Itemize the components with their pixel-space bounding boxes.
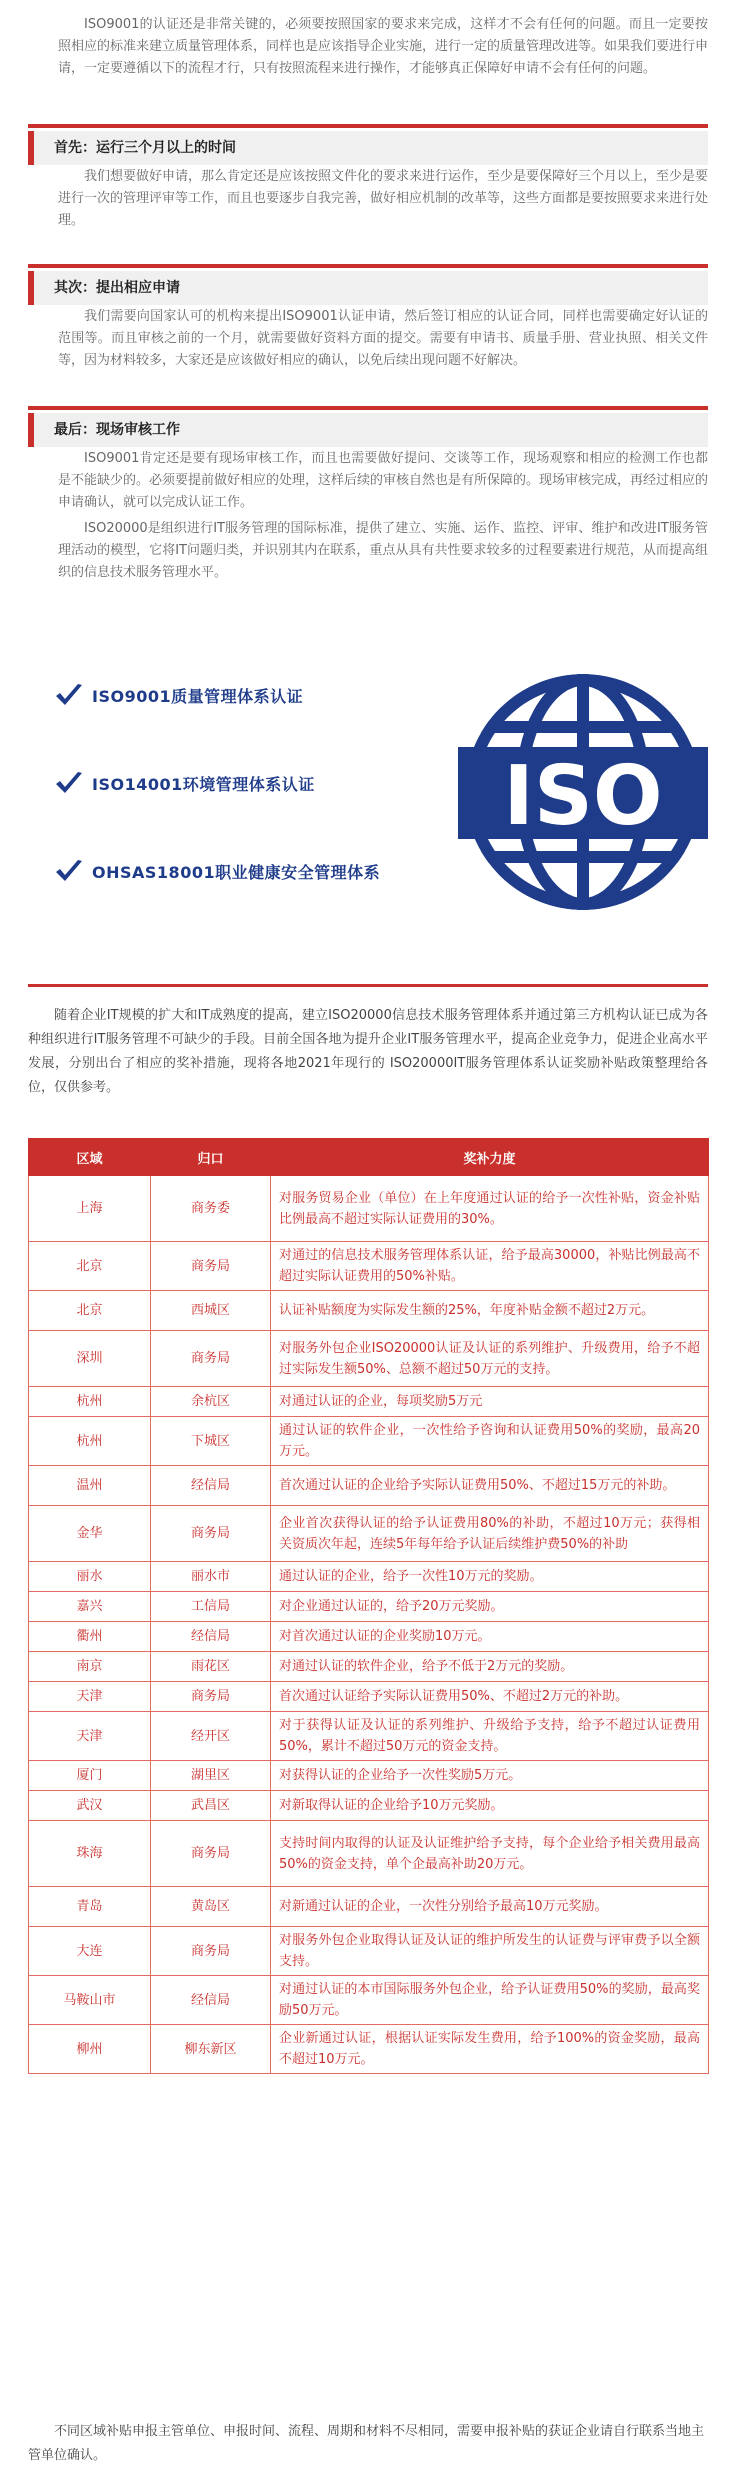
section-marker	[28, 413, 34, 447]
section-heading: 首先：运行三个月以上的时间	[54, 140, 236, 156]
cell-region: 杭州	[29, 1417, 151, 1466]
iso-logo-text: ISO	[503, 749, 663, 844]
table-row	[29, 1506, 709, 1562]
cell-subsidy: 通过认证的软件企业，一次性给予咨询和认证费用50%的奖励，最高20万元。	[271, 1417, 709, 1466]
cell-subsidy: 企业新通过认证，根据认证实际发生费用，给予100%的资金奖励，最高不超过10万元。	[271, 2025, 709, 2074]
cell-authority: 商务委	[151, 1176, 271, 1242]
section-header-1	[28, 131, 708, 165]
cell-authority: 湖里区	[151, 1761, 271, 1791]
subsidy-table	[28, 1138, 709, 2074]
column-header-authority: 归口	[151, 1139, 271, 1176]
table-row	[29, 1761, 709, 1791]
cell-region: 衢州	[29, 1622, 151, 1652]
iso-item	[54, 675, 303, 715]
section-body-3: ISO9001肯定还是要有现场审核工作，而且也需要做好提问、交谈等工作，现场观察和相应的检测工作也都是不能缺少的。必须要提前做好相应的处理，这样后续的审核自然也是有所保障的。现场审核完成，再经过相应的申请确认，就可以完成认证工作。	[58, 451, 709, 510]
cell-subsidy: 对于获得认证及认证的系列维护、升级给予支持，给予不超过认证费用50%，累计不超过50万元的资金支持。	[271, 1712, 709, 1761]
iso-item-label: ISO9001质量管理体系认证	[92, 686, 304, 706]
table-row	[29, 1682, 709, 1712]
table-row	[29, 2025, 709, 2074]
table-row	[29, 1821, 709, 1887]
cell-subsidy: 对获得认证的企业给予一次性奖励5万元。	[271, 1761, 709, 1791]
table-row	[29, 1242, 709, 1291]
section-body-1: 我们想要做好申请，那么肯定还是应该按照文件化的要求来进行运作，至少是要保障好三个月以上，至少是要进行一次的管理评审等工作，而且也要逐步自我完善，做好相应机制的改革等，这些方面都是要按照要求来进行处理。	[58, 169, 709, 228]
cell-subsidy: 支持时间内取得的认证及认证维护给予支持，每个企业给予相关费用最高50%的资金支持，单个企最高补助20万元。	[271, 1821, 709, 1887]
section-body-2: 我们需要向国家认可的机构来提出ISO9001认证申请，然后签订相应的认证合同，同样也需要确定好认证的范围等。而且审核之前的一个月，就需要做好资料方面的提交。需要有申请书、质量手册、营业执照、相关文件等，因为材料较多，大家还是应该做好相应的确认，以免后续出现问题不好解决。	[58, 309, 708, 368]
section-marker	[28, 271, 34, 305]
section-divider	[28, 984, 708, 987]
section-divider	[28, 264, 708, 268]
cell-authority: 丽水市	[151, 1562, 271, 1592]
cell-authority: 商务局	[151, 1242, 271, 1291]
cell-region: 深圳	[29, 1331, 151, 1387]
cell-subsidy: 企业首次获得认证的给予认证费用80%的补助，不超过10万元；获得相关资质次年起，连续5年每年给予认证后续维护费50%的补助	[271, 1506, 709, 1562]
cell-region: 杭州	[29, 1387, 151, 1417]
cell-subsidy: 首次通过认证给予实际认证费用50%、不超过2万元的补助。	[271, 1682, 709, 1712]
cell-authority: 余杭区	[151, 1387, 271, 1417]
iso-item-label: ISO14001环境管理体系认证	[92, 774, 315, 794]
cell-region: 马鞍山市	[29, 1976, 151, 2025]
table-row	[29, 1887, 709, 1927]
iso20000-paragraph: ISO20000是组织进行IT服务管理的国际标准，提供了建立、实施、运作、监控、评审、维护和改进IT服务管理活动的模型，它将IT问题归类，并识别其内在联系，重点从具有共性要求较多的过程要素进行规范，从而提高组织的信息技术服务管理水平。	[58, 521, 708, 580]
cell-authority: 经信局	[151, 1622, 271, 1652]
section-heading: 最后：现场审核工作	[54, 422, 180, 438]
cell-authority: 雨花区	[151, 1652, 271, 1682]
cell-authority: 武昌区	[151, 1791, 271, 1821]
cell-subsidy: 对服务贸易企业（单位）在上年度通过认证的给予一次性补贴，资金补贴比例最高不超过实际认证费用的30%。	[271, 1176, 709, 1242]
cell-subsidy: 对首次通过认证的企业奖励10万元。	[271, 1622, 709, 1652]
column-header-region: 区域	[29, 1139, 151, 1176]
table-row	[29, 1622, 709, 1652]
checkmark-icon	[54, 858, 84, 884]
section-divider	[28, 406, 708, 410]
cell-region: 嘉兴	[29, 1592, 151, 1622]
table-row	[29, 1652, 709, 1682]
cell-authority: 柳东新区	[151, 2025, 271, 2074]
section-header-2	[28, 271, 708, 305]
cell-subsidy: 对服务外包企业ISO20000认证及认证的系列维护、升级费用，给予不超过实际发生额50%、总额不超过50万元的支持。	[271, 1331, 709, 1387]
section-header-3	[28, 413, 708, 447]
section-divider	[28, 124, 708, 128]
iso-item	[54, 763, 315, 803]
table-row	[29, 1791, 709, 1821]
cell-subsidy: 对新通过认证的企业，一次性分别给予最高10万元奖励。	[271, 1887, 709, 1927]
cell-region: 大连	[29, 1927, 151, 1976]
table-row	[29, 1331, 709, 1387]
cell-region: 青岛	[29, 1887, 151, 1927]
cell-authority: 经开区	[151, 1712, 271, 1761]
table-row	[29, 1417, 709, 1466]
cell-region: 南京	[29, 1652, 151, 1682]
checkmark-icon	[54, 770, 84, 796]
cell-region: 珠海	[29, 1821, 151, 1887]
cell-region: 天津	[29, 1682, 151, 1712]
cell-authority: 经信局	[151, 1466, 271, 1506]
cell-authority: 商务局	[151, 1682, 271, 1712]
table-row	[29, 1592, 709, 1622]
cell-subsidy: 对通过的信息技术服务管理体系认证，给予最高30000，补贴比例最高不超过实际认证费用的50%补贴。	[271, 1242, 709, 1291]
cell-subsidy: 对通过认证的本市国际服务外包企业，给予认证费用50%的奖励，最高奖励50万元。	[271, 1976, 709, 2025]
iso-globe-logo	[458, 661, 708, 923]
table-row	[29, 1176, 709, 1242]
cell-subsidy: 对通过认证的软件企业，给予不低于2万元的奖励。	[271, 1652, 709, 1682]
cell-subsidy: 对企业通过认证的，给予20万元奖励。	[271, 1592, 709, 1622]
iso-item	[54, 851, 380, 891]
cell-authority: 商务局	[151, 1506, 271, 1562]
cell-region: 北京	[29, 1291, 151, 1331]
footer-note: 不同区域补贴申报主管单位、申报时间、流程、周期和材料不尽相同，需要申报补贴的获证企业请自行联系当地主管单位确认。	[28, 2424, 705, 2463]
cell-subsidy: 认证补贴额度为实际发生额的25%，年度补贴金额不超过2万元。	[271, 1291, 709, 1331]
table-header-row	[29, 1139, 709, 1176]
checkmark-icon	[54, 682, 84, 708]
table-row	[29, 1976, 709, 2025]
table-row	[29, 1466, 709, 1506]
cell-region: 天津	[29, 1712, 151, 1761]
cell-authority: 经信局	[151, 1976, 271, 2025]
table-row	[29, 1291, 709, 1331]
cell-authority: 下城区	[151, 1417, 271, 1466]
cell-region: 北京	[29, 1242, 151, 1291]
table-row	[29, 1562, 709, 1592]
cell-region: 丽水	[29, 1562, 151, 1592]
cell-authority: 商务局	[151, 1821, 271, 1887]
column-header-subsidy: 奖补力度	[271, 1139, 709, 1176]
cell-authority: 黄岛区	[151, 1887, 271, 1927]
cell-region: 金华	[29, 1506, 151, 1562]
cell-region: 上海	[29, 1176, 151, 1242]
table-row	[29, 1387, 709, 1417]
section-marker	[28, 131, 34, 165]
table-row	[29, 1927, 709, 1976]
cell-authority: 西城区	[151, 1291, 271, 1331]
cell-subsidy: 通过认证的企业，给予一次性10万元的奖励。	[271, 1562, 709, 1592]
cell-region: 柳州	[29, 2025, 151, 2074]
table-intro: 随着企业IT规模的扩大和IT成熟度的提高，建立ISO20000信息技术服务管理体系并通过第三方机构认证已成为各种组织进行IT服务管理不可缺少的手段。目前全国各地为提升企业IT服务管理水平，提高企业竞争力，促进企业高水平发展，分别出台了相应的奖补措施，现将各地2021年现行的 ISO20000IT服务管理体系认证奖励补贴政策整理给各位，仅供参考。	[28, 1008, 708, 1095]
section-heading: 其次：提出相应申请	[54, 280, 180, 296]
iso-item-label: OHSAS18001职业健康安全管理体系	[92, 862, 381, 882]
cell-subsidy: 对通过认证的企业，每项奖励5万元	[271, 1387, 709, 1417]
cell-authority: 商务局	[151, 1927, 271, 1976]
table-row	[29, 1712, 709, 1761]
cell-authority: 工信局	[151, 1592, 271, 1622]
cell-region: 武汉	[29, 1791, 151, 1821]
cell-authority: 商务局	[151, 1331, 271, 1387]
cell-subsidy: 首次通过认证的企业给予实际认证费用50%、不超过15万元的补助。	[271, 1466, 709, 1506]
cell-subsidy: 对新取得认证的企业给予10万元奖励。	[271, 1791, 709, 1821]
intro-paragraph: ISO9001的认证还是非常关键的，必须要按照国家的要求来完成，这样才不会有任何的问题。而且一定要按照相应的标准来建立质量管理体系，同样也是应该指导企业实施，进行一定的质量管理改进等。如果我们要进行申请，一定要遵循以下的流程才行，只有按照流程来进行操作，才能够真正保障好申请不会有任何的问题。	[58, 17, 709, 76]
cell-region: 厦门	[29, 1761, 151, 1791]
iso-banner	[28, 655, 708, 925]
cell-region: 温州	[29, 1466, 151, 1506]
cell-subsidy: 对服务外包企业取得认证及认证的维护所发生的认证费与评审费予以全额支持。	[271, 1927, 709, 1976]
